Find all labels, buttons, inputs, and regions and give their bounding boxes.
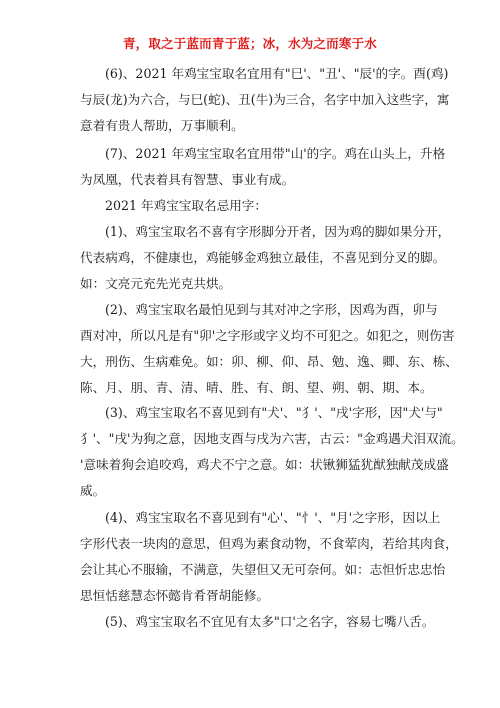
paragraph-line: 2021 年鸡宝宝取名忌用字： (105, 198, 267, 213)
paragraph-line: 字形代表一块肉的意思，但鸡为素食动物，不食荤肉，若给其肉食， (80, 536, 458, 551)
paragraph-line: 思恒恬慈慧态怀懿肯肴胥胡能修。 (80, 588, 269, 603)
paragraph-taboo-4 (80, 505, 458, 609)
paragraph-6 (80, 61, 450, 139)
paragraph-7 (80, 141, 446, 193)
paragraph-line: (1)、鸡宝宝取名不喜有字形脚分开者，因为鸡的脚如果分开， (105, 224, 451, 239)
paragraph-line: (2)、鸡宝宝取名最怕见到与其对冲之字形，因鸡为酉，卯与 (105, 302, 438, 317)
paragraph-line: 大，刑伤、生病难免。如：卯、柳、仰、昂、勉、逸、卿、东、栋、 (80, 354, 458, 369)
paragraph-line: 为凤凰，代表着具有智慧、事业有成。 (80, 172, 295, 187)
paragraph-line: 意着有贵人帮助，万事顺利。 (80, 118, 244, 133)
paragraph-taboo-3 (80, 400, 464, 504)
paragraph-line: 陈、月、朋、青、清、晴、胜、有、朗、望、朔、朝、期、本。 (80, 380, 433, 395)
page-header-quote: 青，取之于蓝而青于蓝；冰，水为之而寒于水 (122, 36, 377, 51)
paragraph-line: (5)、鸡宝宝取名不宜见有太多"口'之名字，容易七嘴八舌。 (105, 614, 435, 629)
paragraph-taboo-5 (80, 609, 435, 635)
paragraph-taboo-1 (80, 219, 451, 297)
paragraph-line: 犭'、"戌'为狗之意，因地支酉与戌为六害，古云："金鸡遇犬泪双流。 (80, 431, 464, 446)
paragraph-line: 威。 (80, 483, 106, 498)
paragraph-line: (6)、2021 年鸡宝宝取名宜用有"巳'、"丑'、"辰'的字。酉(鸡) (105, 66, 449, 81)
paragraph-line: (7)、2021 年鸡宝宝取名宜用带"山'的字。鸡在山头上，升格 (105, 146, 446, 161)
paragraph-line: 代表病鸡，不健康也，鸡能够金鸡独立最佳，不喜见到分叉的脚。 (80, 250, 446, 265)
paragraph-line: 与辰(龙)为六合，与巳(蛇)、丑(牛)为三合，名字中加入这些字，寓 (80, 92, 450, 107)
paragraph-taboo-2 (80, 297, 458, 401)
paragraph-line: (3)、鸡宝宝取名不喜见到有"犬'、"犭'、"戌'字形，因"犬'与" (105, 405, 443, 420)
paragraph-line: 酉对冲，所以凡是有"卯'之字形或字义均不可犯之。如犯之，则伤害 (80, 328, 455, 343)
paragraph-line: '意味着狗会追咬鸡，鸡犬不宁之意。如：状锹狮猛犹猷独献茂成盛 (80, 457, 449, 472)
section-heading (80, 193, 425, 219)
paragraph-line: 会让其心不服输，不满意，失望但又无可奈何。如：志怛忻忠忠怡 (80, 562, 446, 577)
paragraph-line: 如：文亮元充先光克共烘。 (80, 276, 232, 291)
paragraph-line: (4)、鸡宝宝取名不喜见到有"心'、"忄'、"月'之字形，因以上 (105, 510, 441, 525)
